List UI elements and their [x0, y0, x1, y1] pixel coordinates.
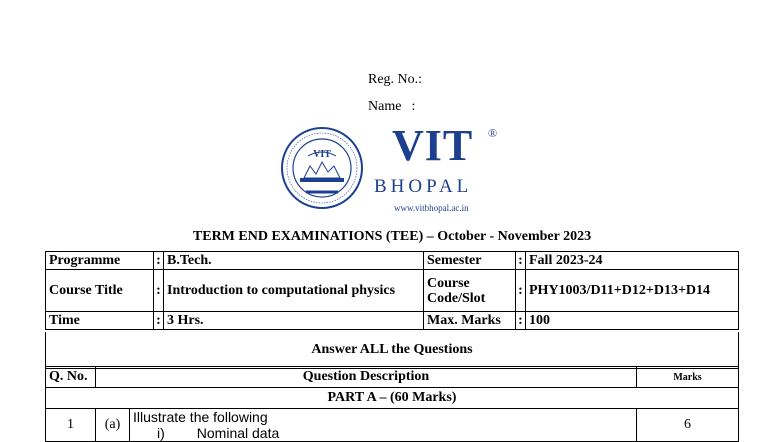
brand-name: VIT: [392, 121, 474, 170]
course-info-table: [45, 251, 739, 330]
time-label: Time: [46, 312, 154, 330]
colon: :: [154, 252, 164, 270]
colon: :: [516, 270, 526, 312]
name-text: Name: [368, 99, 402, 114]
name-label: [368, 99, 415, 115]
question-item: [133, 425, 633, 441]
programme-label: Programme: [46, 252, 154, 270]
col-desc: Question Description: [96, 367, 637, 388]
name-colon: :: [411, 99, 416, 114]
questions-table: [45, 366, 739, 442]
part-a-heading: PART A – (60 Marks): [46, 388, 739, 409]
colon: :: [154, 270, 164, 312]
semester-label: Semester: [424, 252, 516, 270]
col-marks: Marks: [637, 367, 739, 388]
info-row-course: [46, 270, 739, 312]
info-row-time: [46, 312, 739, 330]
colon: :: [516, 312, 526, 330]
vit-seal-logo: [280, 126, 364, 210]
colon: :: [516, 252, 526, 270]
max-marks-label: Max. Marks: [424, 312, 516, 330]
max-marks-value: 100: [526, 312, 739, 330]
col-qno: Q. No.: [46, 367, 96, 388]
time-value: 3 Hrs.: [164, 312, 424, 330]
course-code-value: PHY1003/D11+D12+D13+D14: [526, 270, 739, 312]
question-marks: 6: [637, 409, 739, 442]
semester-value: Fall 2023-24: [526, 252, 739, 270]
seal-text: VIT: [313, 149, 331, 160]
reg-no-label: Reg. No.:: [368, 72, 423, 87]
instructions: Answer ALL the Questions: [45, 332, 739, 369]
course-code-label: Course Code/Slot: [424, 270, 516, 312]
brand-campus: BHOPAL: [374, 176, 473, 197]
question-number: 1: [46, 409, 96, 442]
question-sub: (a): [96, 409, 130, 442]
question-text: [130, 409, 637, 442]
part-a-row: [46, 388, 739, 409]
question-row: [46, 409, 739, 442]
item-number: i): [157, 425, 165, 441]
vit-brand: [374, 121, 507, 213]
questions-header-row: [46, 367, 739, 388]
course-title-value: Introduction to computational physics: [164, 270, 424, 312]
brand-website: www.vitbhopal.ac.in: [394, 203, 469, 213]
item-text: Nominal data: [196, 425, 280, 441]
info-row-programme: [46, 252, 739, 270]
exam-title: TERM END EXAMINATIONS (TEE) – October - November 2023: [192, 229, 592, 244]
programme-value: B.Tech.: [164, 252, 424, 270]
colon: :: [154, 312, 164, 330]
question-text-main: Illustrate the following: [133, 409, 268, 425]
registered-mark: ®: [488, 126, 498, 140]
course-title-label: Course Title: [46, 270, 154, 312]
